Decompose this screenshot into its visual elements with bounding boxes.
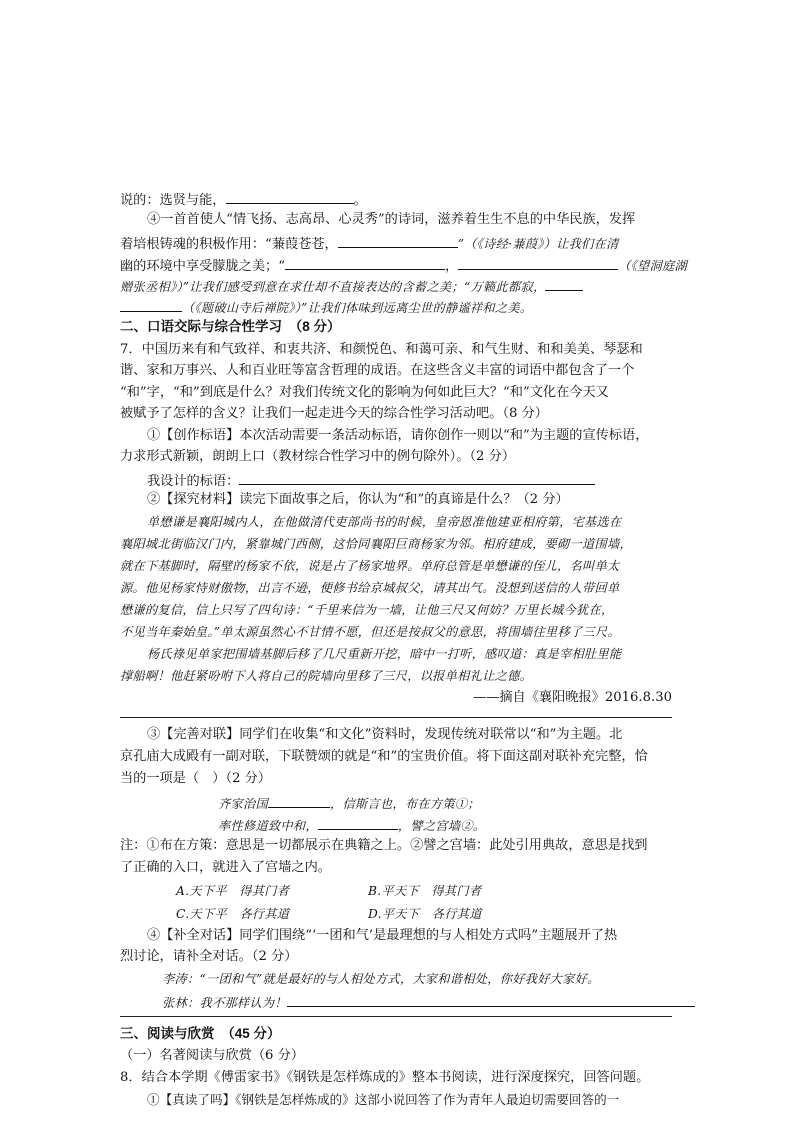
option-a[interactable]: A.天下平 得其门者 (176, 884, 290, 898)
q7d-text-1: ④【补全对话】同学们围绕“‘一团和气’是最理想的与人相处方式吗”主题展开了热 (147, 928, 618, 943)
text: 张林：我不那样认为！ (162, 996, 287, 1010)
q8a-text-1: ①【真读了吗】《钢铁是怎样炼成的》这部小说回答了作为青年人最迫切需要回答的一 (147, 1092, 620, 1107)
answer-blank[interactable] (226, 189, 354, 204)
couplet-blank[interactable] (318, 815, 398, 830)
text: 我设计的标语： (147, 474, 240, 489)
text: 说的：选贤与能， (120, 193, 226, 208)
q8-stem: 8．结合本学期《傅雷家书》《钢铁是怎样炼成的》整本书阅读，进行深度探究，回答问题。 (120, 1070, 650, 1085)
poem-q4-line5 (120, 297, 532, 318)
option-c[interactable]: C.天下平 各行其道 (176, 907, 290, 921)
q7c-text-2: 京孔庙大成殿有一副对联，下联赞颂的就是“和”的宝贵价值。将下面这副对联补充完整，恰 (120, 749, 648, 764)
text: 率性修道致中和， (218, 819, 318, 833)
text: 幽的环境中享受朦胧之美；“ (120, 259, 285, 274)
dialogue-answer-blank[interactable] (287, 992, 695, 1007)
couplet-line-1 (218, 793, 480, 813)
text: ，信斯言也，布在方策①； (329, 797, 480, 811)
story-line: 不见当年秦始皇。”单太源虽然心不甘情不愿，但还是按叔父的意思，将围墙往里移了三尺。 (120, 625, 620, 639)
q7-stem-1: 7．中国历来有和气致祥、和衷共济、和颜悦色、和蔼可亲、和气生财、和和美美、琴瑟和 (120, 342, 643, 357)
subsection-1-title: （一）名著阅读与欣赏（6 分） (120, 1048, 305, 1063)
answer-line[interactable] (120, 1016, 672, 1017)
story-line: 懋谦的复信，信上只写了四句诗：“千里来信为一墙，让他三尺又何妨？万里长城今犹在， (120, 603, 614, 617)
q7a-text-1: ①【创作标语】本次活动需要一条活动标语，请你创作一则以“和”为主题的宣传标语， (147, 428, 649, 443)
text: 齐家治国 (218, 797, 268, 811)
q7a-text-2: 力求形式新颖，朗朗上口（教材综合性学习中的例句除外）。（2 分） (120, 449, 516, 464)
poem-q4-line3 (120, 255, 687, 276)
q7c-text-3: 当的一项是（ ）（2 分） (120, 771, 272, 786)
poem-q3-line (120, 189, 367, 210)
text: ”（《诗经·蒹葭》）让我们在清 (457, 237, 619, 251)
text: 。 (353, 193, 367, 208)
text: 赠张丞相》）”让我们感受到意在求仕却不直接表达的含蓄之美；“万籁此都寂， (120, 280, 546, 294)
slogan-line (147, 470, 595, 491)
story-line: 单懋谦是襄阳城内人，在他做清代吏部尚书的时候，皇帝恩准他建亚相府第，宅基选在 (147, 515, 622, 529)
story-line: 就在下基脚时，隔壁的杨家不依，说是占了杨家地界。单府总管是单懋谦的侄儿，名叫单太 (120, 559, 620, 573)
poem-q4-line2 (120, 233, 619, 254)
q7c-text-1: ③【完善对联】同学们在收集“和文化”资料时，发现传统对联常以“和”为主题。北 (147, 727, 623, 742)
story-line: 源。他见杨家恃财傲物，出言不逊，便修书给京城叔父，请其出气。没想到送信的人带回单 (120, 581, 620, 595)
poem-q4-line1: ④一首首使人“情飞扬、志高昂、心灵秀”的诗词，滋养着生生不息的中华民族，发挥 (147, 212, 636, 227)
note-line-2: 了正确的入口，就进入了宫墙之内。 (120, 860, 331, 875)
text: （《题破山寺后禅院》）”让我们体味到远离尘世的静谧祥和之美。 (182, 301, 533, 315)
q7d-text-2: 烈讨论，请补全对话。（2 分） (120, 949, 298, 964)
answer-blank[interactable] (545, 276, 583, 291)
note-line-1: 注：①布在方策：意思是一切都展示在典籍之上。②譬之宫墙：此处引用典故，意思是找到 (120, 838, 648, 853)
couplet-blank[interactable] (268, 793, 330, 808)
dialogue-li-tao: 李涛：“一团和气”就是最好的与人相处方式，大家和谐相处，你好我好大家好。 (162, 972, 600, 986)
option-b[interactable]: B.平天下 得其门者 (368, 884, 482, 898)
slogan-answer-blank[interactable] (239, 470, 595, 485)
q7b-text: ②【探究材料】读完下面故事之后，你认为“和”的真谛是什么？（2 分） (147, 492, 569, 507)
dialogue-zhang-lin (162, 992, 695, 1013)
story-line: 撑船啊！他赶紧吩咐下人将自己的院墙向里移了三尺，以报单相礼让之德。 (120, 669, 533, 683)
story-line: 襄阳城北街临汉门内，紧靠城门西侧，这恰同襄阳巨商杨家为邻。相府建成，要砌一道围墙， (120, 537, 632, 551)
q7-stem-2: 谐、家和万事兴、人和百业旺等富含哲理的成语。在这些含义丰富的词语中都包含了一个 (120, 363, 635, 378)
answer-blank[interactable] (338, 233, 458, 248)
answer-blank[interactable] (458, 255, 618, 270)
story-line: 杨氏祿见单家把围墙基脚后移了几尺重新开挖，暗中一打听，感叹道：真是宰相肚里能 (147, 647, 622, 661)
text: 着培根铸魂的积极作用：“蒹葭苍苍， (120, 237, 338, 252)
answer-blank[interactable] (285, 255, 445, 270)
text: ，譬之宫墙②。 (397, 819, 486, 833)
q7-stem-3: “和”字，“和”到底是什么？对我们传统文化的影响为何如此巨大？“和”文化在今天又 (120, 385, 609, 400)
section-2-title: 二、口语交际与综合性学习 （8 分） (120, 319, 341, 334)
answer-blank[interactable] (120, 297, 182, 312)
answer-line[interactable] (120, 717, 672, 718)
story-source: ——摘自《襄阳晚报》2016.8.30 (473, 690, 672, 705)
couplet-line-2 (218, 815, 485, 835)
q7-stem-4: 被赋予了怎样的含义？让我们一起走进今天的综合性学习活动吧。（8 分） (120, 406, 548, 421)
section-3-title: 三、阅读与欣赏 （45 分） (120, 1026, 281, 1041)
text: ， (445, 259, 459, 274)
poem-q4-line4 (120, 276, 583, 297)
option-d[interactable]: D.平天下 各行其道 (368, 907, 482, 921)
text: （《望洞庭湖 (618, 259, 688, 273)
